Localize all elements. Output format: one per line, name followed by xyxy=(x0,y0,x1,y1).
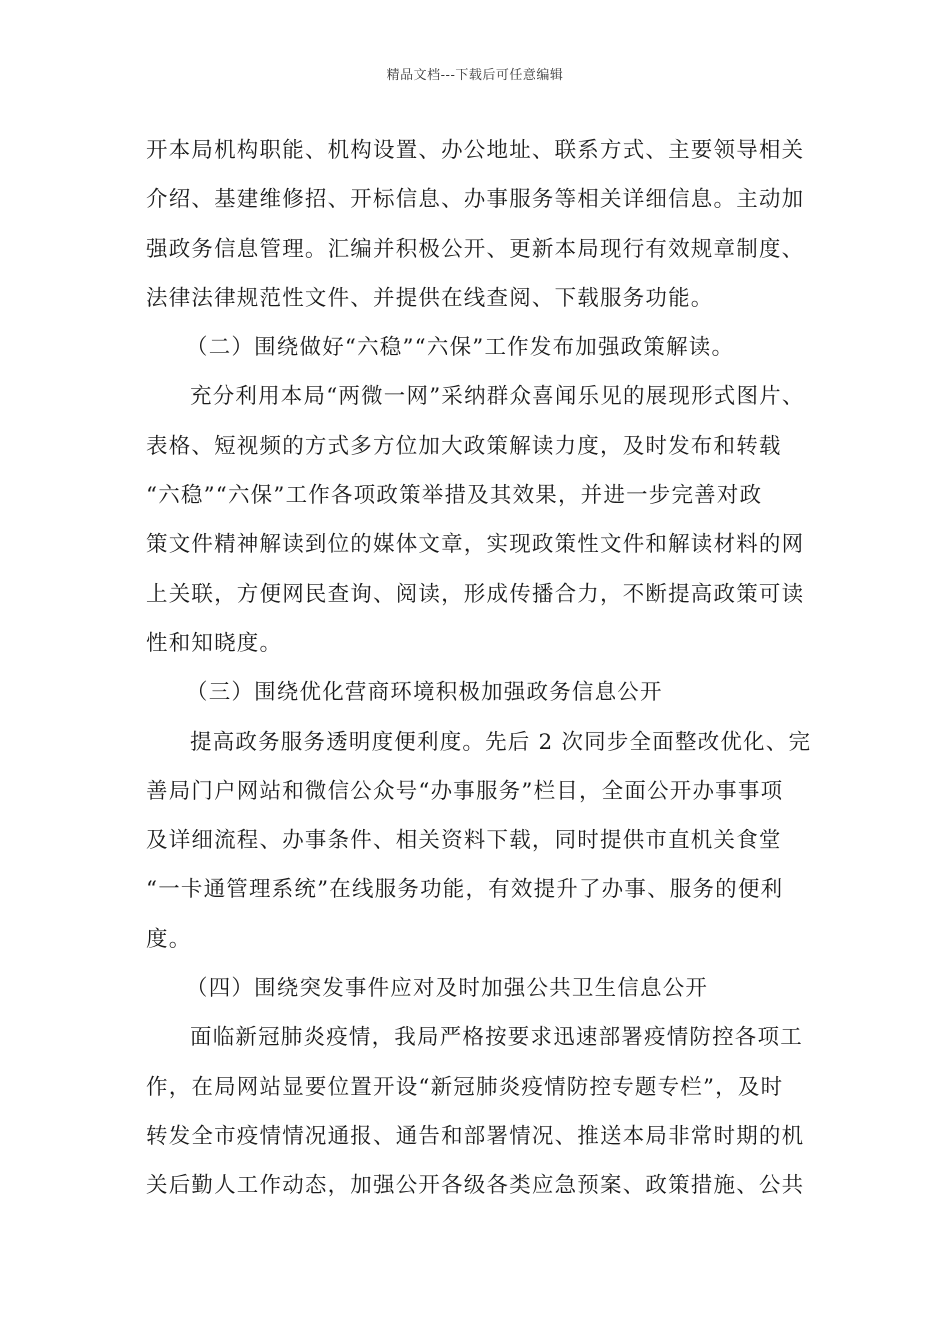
text-line: 作，在局网站显要位置开设“新冠肺炎疫情防控专题专栏”，及时 xyxy=(146,1074,784,1100)
section-heading-4: （四）围绕突发事件应对及时加强公共卫生信息公开 xyxy=(186,976,709,1002)
page-header: 精品文档---下载后可任意编辑 xyxy=(386,68,564,83)
text-line: 度。 xyxy=(146,926,192,952)
text-line: 法律法律规范性文件、并提供在线查阅、下载服务功能。 xyxy=(146,285,714,311)
paragraph-start: 面临新冠肺炎疫情，我局严格按要求迅速部署疫情防控各项工 xyxy=(190,1025,803,1051)
text-line: 强政务信息管理。汇编并积极公开、更新本局现行有效规章制度、 xyxy=(146,236,805,262)
section-heading-2: （二）围绕做好“六稳”“六保”工作发布加强政策解读。 xyxy=(186,335,735,361)
text-line: 转发全市疫情情况通报、通告和部署情况、推送本局非常时期的机 xyxy=(146,1123,805,1149)
text-line: 善局门户网站和微信公众号“办事服务”栏目，全面公开办事事项 xyxy=(146,778,784,804)
document-body xyxy=(146,126,814,1211)
text-line: “六稳”“六保”工作各项政策举措及其效果，并进一步完善对政 xyxy=(146,483,763,509)
text-line: 表格、短视频的方式多方位加大政策解读力度，及时发布和转载 xyxy=(146,433,782,459)
text-line: 性和知晓度。 xyxy=(146,630,283,656)
section-heading-3: （三）围绕优化营商环境积极加强政务信息公开 xyxy=(186,680,663,706)
text-line: 介绍、基建维修招、开标信息、办事服务等相关详细信息。主动加 xyxy=(146,187,805,213)
paragraph-start: 充分利用本局“两微一网”采纳群众喜闻乐见的展现形式图片、 xyxy=(190,384,805,410)
paragraph-start: 提高政务服务透明度便利度。先后 2 次同步全面整改优化、完 xyxy=(190,729,812,755)
text-line: 策文件精神解读到位的媒体文章，实现政策性文件和解读材料的网 xyxy=(146,532,805,558)
text-line: “一卡通管理系统”在线服务功能，有效提升了办事、服务的便利 xyxy=(146,877,784,903)
text-line: 上关联，方便网民查询、阅读，形成传播合力，不断提高政策可读 xyxy=(146,581,805,607)
text-line: 及详细流程、办事条件、相关资料下载，同时提供市直机关食堂 xyxy=(146,828,782,854)
text-line: 关后勤人工作动态，加强公开各级各类应急预案、政策措施、公共 xyxy=(146,1173,805,1199)
text-line: 开本局机构职能、机构设置、办公地址、联系方式、主要领导相关 xyxy=(146,138,805,163)
